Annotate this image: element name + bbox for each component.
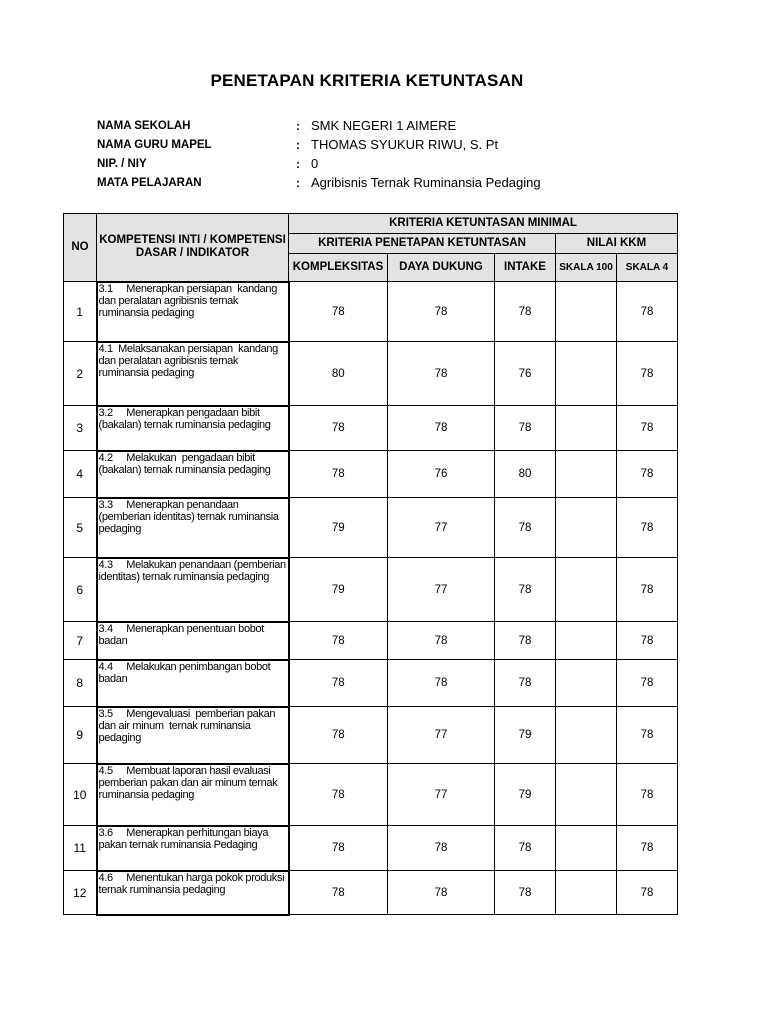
skala-4-cell: 78 bbox=[617, 451, 678, 498]
skala-4-cell: 78 bbox=[617, 498, 678, 558]
daya-dukung-cell: 78 bbox=[388, 660, 495, 707]
kompetensi-text: 4.2 Melakukan pengadaan bibit (bakalan) ternak ruminansia pedaging bbox=[98, 451, 271, 476]
table-row bbox=[64, 558, 678, 622]
skala-4-cell: 78 bbox=[617, 282, 678, 342]
intake-cell: 78 bbox=[495, 406, 556, 451]
intake-cell: 78 bbox=[495, 622, 556, 660]
daya-dukung-cell: 78 bbox=[388, 871, 495, 915]
header-kkm-group: KRITERIA KETUNTASAN MINIMAL bbox=[289, 214, 678, 234]
kompetensi-cell bbox=[97, 707, 289, 764]
skala-100-cell bbox=[556, 451, 617, 498]
kompetensi-text: 3.2 Menerapkan pengadaan bibit (bakalan) ternak ruminansia pedaging bbox=[98, 406, 271, 431]
info-label: NAMA GURU MAPEL bbox=[97, 139, 212, 151]
row-number: 7 bbox=[64, 622, 97, 660]
kompetensi-text: 3.5 Mengevaluasi pemberian pakan dan air minum ternak ruminansia pedaging bbox=[98, 707, 278, 744]
intake-cell: 80 bbox=[495, 451, 556, 498]
info-value: SMK NEGERI 1 AIMERE bbox=[311, 118, 457, 133]
daya-dukung-cell: 77 bbox=[388, 558, 495, 622]
kompleksitas-cell: 79 bbox=[289, 498, 388, 558]
header-nilai-group: NILAI KKM bbox=[556, 234, 678, 254]
kompleksitas-cell: 80 bbox=[289, 342, 388, 406]
row-number: 12 bbox=[64, 871, 97, 915]
info-label: NAMA SEKOLAH bbox=[97, 120, 191, 132]
kompetensi-cell bbox=[97, 282, 289, 342]
kompetensi-cell bbox=[97, 826, 289, 871]
kompetensi-cell bbox=[97, 764, 289, 826]
header-daya-dukung: DAYA DUKUNG bbox=[388, 254, 495, 282]
info-colon: : bbox=[296, 138, 300, 152]
kompetensi-cell bbox=[97, 622, 289, 660]
row-number: 5 bbox=[64, 498, 97, 558]
header-skala-4: SKALA 4 bbox=[617, 254, 678, 282]
intake-cell: 78 bbox=[495, 558, 556, 622]
daya-dukung-cell: 78 bbox=[388, 622, 495, 660]
info-colon: : bbox=[296, 119, 300, 133]
skala-100-cell bbox=[556, 622, 617, 660]
row-number: 10 bbox=[64, 764, 97, 826]
skala-4-cell: 78 bbox=[617, 342, 678, 406]
kompetensi-text: 4.3 Melakukan penandaan (pemberian identitas) ternak ruminansia pedaging bbox=[98, 558, 289, 583]
daya-dukung-cell: 78 bbox=[388, 282, 495, 342]
kompetensi-text: 4.4 Melakukan penimbangan bobot badan bbox=[98, 660, 274, 685]
header-intake: INTAKE bbox=[495, 254, 556, 282]
table-row bbox=[64, 406, 678, 451]
intake-cell: 78 bbox=[495, 498, 556, 558]
table-row bbox=[64, 707, 678, 764]
skala-100-cell bbox=[556, 707, 617, 764]
info-colon: : bbox=[296, 157, 300, 171]
row-number: 6 bbox=[64, 558, 97, 622]
skala-100-cell bbox=[556, 764, 617, 826]
header-skala-100: SKALA 100 bbox=[556, 254, 617, 282]
intake-cell: 78 bbox=[495, 826, 556, 871]
skala-4-cell: 78 bbox=[617, 660, 678, 707]
daya-dukung-cell: 77 bbox=[388, 764, 495, 826]
skala-4-cell: 78 bbox=[617, 707, 678, 764]
info-value: 0 bbox=[311, 156, 319, 171]
table-row bbox=[64, 451, 678, 498]
skala-4-cell: 78 bbox=[617, 558, 678, 622]
info-label: NIP. / NIY bbox=[97, 158, 147, 170]
table-row bbox=[64, 622, 678, 660]
kompleksitas-cell: 78 bbox=[289, 871, 388, 915]
kompetensi-text: 3.1 Menerapkan persiapan kandang dan peralatan agribisnis ternak ruminansia pedaging bbox=[98, 282, 280, 319]
skala-100-cell bbox=[556, 342, 617, 406]
kompleksitas-cell: 78 bbox=[289, 622, 388, 660]
kompetensi-cell bbox=[97, 558, 289, 622]
daya-dukung-cell: 76 bbox=[388, 451, 495, 498]
table-row bbox=[64, 498, 678, 558]
kompetensi-text: 3.6 Menerapkan perhitungan biaya pakan ternak ruminansia Pedaging bbox=[98, 826, 271, 851]
header-criteria-group: KRITERIA PENETAPAN KETUNTASAN bbox=[289, 234, 556, 254]
kompetensi-cell bbox=[97, 406, 289, 451]
intake-cell: 79 bbox=[495, 764, 556, 826]
info-label: MATA PELAJARAN bbox=[97, 177, 202, 189]
header-no: NO bbox=[64, 214, 97, 282]
row-number: 11 bbox=[64, 826, 97, 871]
skala-100-cell bbox=[556, 282, 617, 342]
intake-cell: 78 bbox=[495, 660, 556, 707]
info-value: THOMAS SYUKUR RIWU, S. Pt bbox=[311, 137, 499, 152]
kompleksitas-cell: 78 bbox=[289, 406, 388, 451]
page-title: PENETAPAN KRITERIA KETUNTASAN bbox=[210, 71, 524, 90]
table-row bbox=[64, 764, 678, 826]
skala-4-cell: 78 bbox=[617, 622, 678, 660]
row-number: 8 bbox=[64, 660, 97, 707]
daya-dukung-cell: 78 bbox=[388, 406, 495, 451]
header-kompetensi: KOMPETENSI INTI / KOMPETENSI DASAR / INDIKATOR bbox=[97, 214, 289, 282]
skala-100-cell bbox=[556, 558, 617, 622]
header-kompleksitas: KOMPLEKSITAS bbox=[289, 254, 388, 282]
kompleksitas-cell: 78 bbox=[289, 282, 388, 342]
skala-4-cell: 78 bbox=[617, 764, 678, 826]
skala-4-cell: 78 bbox=[617, 826, 678, 871]
table-row bbox=[64, 660, 678, 707]
skala-100-cell bbox=[556, 406, 617, 451]
daya-dukung-cell: 78 bbox=[388, 826, 495, 871]
row-number: 1 bbox=[64, 282, 97, 342]
info-value: Agribisnis Ternak Ruminansia Pedaging bbox=[311, 175, 541, 190]
intake-cell: 78 bbox=[495, 871, 556, 915]
skala-4-cell: 78 bbox=[617, 406, 678, 451]
kompetensi-cell bbox=[97, 451, 289, 498]
kompleksitas-cell: 78 bbox=[289, 707, 388, 764]
skala-4-cell: 78 bbox=[617, 871, 678, 915]
kompleksitas-cell: 78 bbox=[289, 451, 388, 498]
kompetensi-text: 3.3 Menerapkan penandaan (pemberian identitas) ternak ruminansia pedaging bbox=[98, 498, 282, 535]
row-number: 2 bbox=[64, 342, 97, 406]
table-row bbox=[64, 342, 678, 406]
row-number: 4 bbox=[64, 451, 97, 498]
table-row bbox=[64, 871, 678, 915]
table-row bbox=[64, 282, 678, 342]
kompleksitas-cell: 78 bbox=[289, 660, 388, 707]
row-number: 3 bbox=[64, 406, 97, 451]
kompleksitas-cell: 78 bbox=[289, 764, 388, 826]
kompetensi-cell bbox=[97, 498, 289, 558]
table-row bbox=[64, 826, 678, 871]
kompetensi-text: 4.6 Menentukan harga pokok produksi ternak ruminansia pedaging bbox=[98, 871, 287, 896]
intake-cell: 78 bbox=[495, 282, 556, 342]
daya-dukung-cell: 78 bbox=[388, 342, 495, 406]
info-colon: : bbox=[296, 176, 300, 190]
daya-dukung-cell: 77 bbox=[388, 498, 495, 558]
skala-100-cell bbox=[556, 871, 617, 915]
kompetensi-text: 4.1 Melaksanakan persiapan kandang dan peralatan agribisnis ternak ruminansia pedaging bbox=[98, 342, 281, 379]
kompetensi-cell bbox=[97, 342, 289, 406]
kompetensi-text: 4.5 Membuat laporan hasil evaluasi pemberian pakan dan air minum ternak ruminansia pedaging bbox=[98, 764, 281, 801]
kkm-table bbox=[63, 213, 678, 916]
kompetensi-cell bbox=[97, 660, 289, 707]
skala-100-cell bbox=[556, 826, 617, 871]
intake-cell: 76 bbox=[495, 342, 556, 406]
intake-cell: 79 bbox=[495, 707, 556, 764]
kompleksitas-cell: 79 bbox=[289, 558, 388, 622]
row-number: 9 bbox=[64, 707, 97, 764]
skala-100-cell bbox=[556, 498, 617, 558]
kompetensi-cell bbox=[97, 871, 289, 915]
skala-100-cell bbox=[556, 660, 617, 707]
kompetensi-text: 3.4 Menerapkan penentuan bobot badan bbox=[98, 622, 267, 647]
kompleksitas-cell: 78 bbox=[289, 826, 388, 871]
daya-dukung-cell: 77 bbox=[388, 707, 495, 764]
